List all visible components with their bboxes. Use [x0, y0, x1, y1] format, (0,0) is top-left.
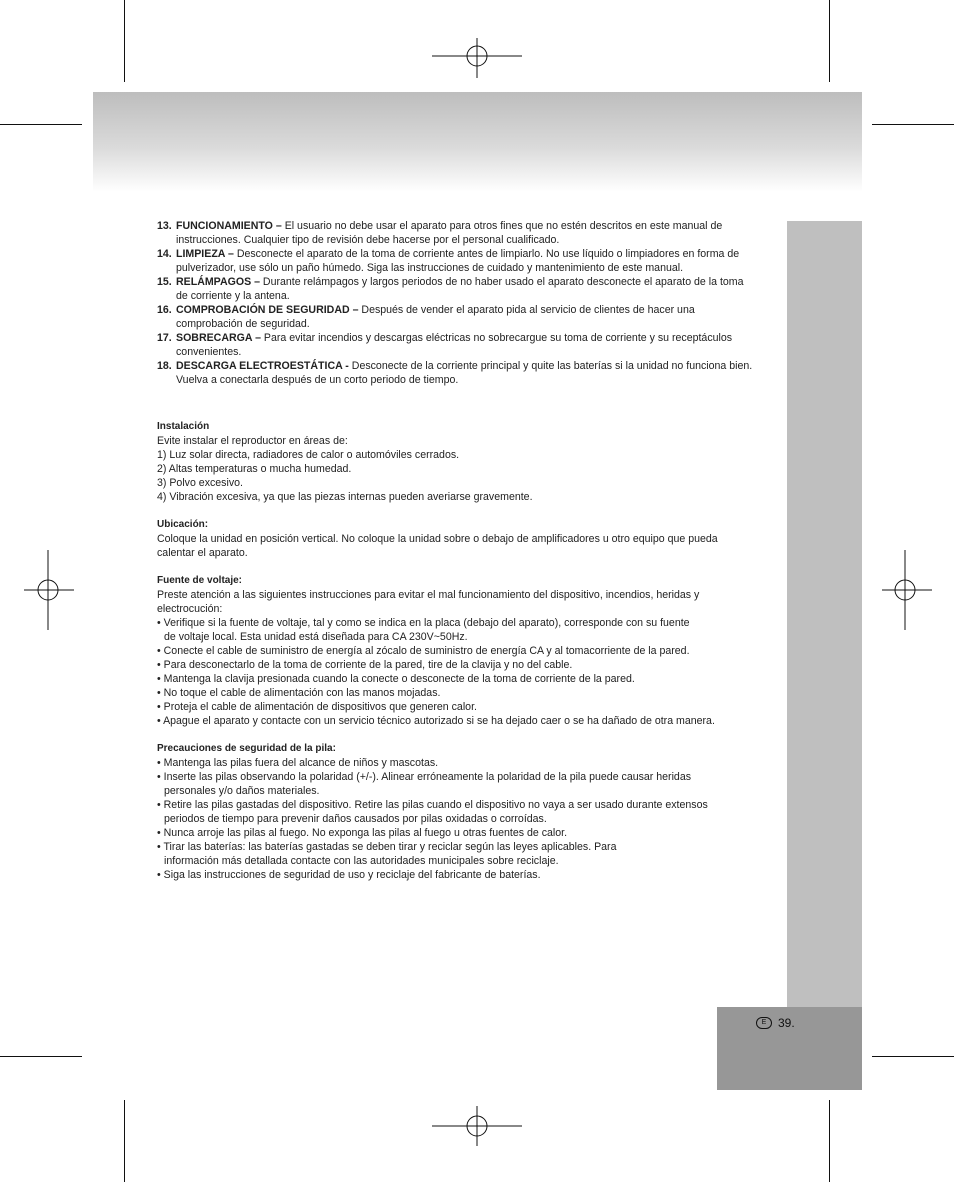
list-item: 17. SOBRECARGA – Para evitar incendios y descargas eléctricas no sobrecargue su toma de corriente y su receptáculos convenientes.: [157, 332, 733, 358]
crop-mark: [829, 0, 830, 82]
crop-mark: [0, 1056, 82, 1057]
section-heading: Ubicación:: [157, 519, 209, 530]
crop-mark: [872, 1056, 954, 1057]
list-item: • Para desconectarlo de la toma de corriente de la pared, tire de la clavija y no del cable.: [157, 659, 573, 671]
section-heading: Precauciones de seguridad de la pila:: [157, 743, 336, 754]
list-item: • Verifique si la fuente de voltaje, tal y como se indica en la placa (debajo del aparato), corresponde con su fuente de voltaje local. Esta unidad está diseñada para CA 230V~50Hz.: [157, 617, 690, 643]
list-item: • Siga las instrucciones de seguridad de uso y reciclaje del fabricante de baterías.: [157, 869, 541, 881]
list-item: 1) Luz solar directa, radiadores de calor o automóviles cerrados.: [157, 449, 460, 461]
paragraph: Coloque la unidad en posición vertical. No coloque la unidad sobre o debajo de amplificadores u otro equipo que pueda calentar el aparato.: [157, 533, 718, 559]
list-item: • Proteja el cable de alimentación de dispositivos que generen calor.: [157, 701, 477, 713]
list-item: • Nunca arroje las pilas al fuego. No exponga las pilas al fuego u otras fuentes de calor.: [157, 827, 568, 839]
list-item: • Mantenga la clavija presionada cuando la conecte o desconecte de la toma de corriente de la pared.: [157, 673, 635, 685]
page-number-text: 39.: [778, 1016, 795, 1030]
list-item: • Mantenga las pilas fuera del alcance de niños y mascotas.: [157, 757, 439, 769]
section-fuente-voltaje: [157, 574, 752, 728]
side-band: [787, 221, 862, 1007]
registration-mark-icon: [432, 1106, 522, 1146]
list-item: 3) Polvo excesivo.: [157, 477, 243, 489]
section-pilas: [157, 742, 717, 882]
section-heading: Fuente de voltaje:: [157, 575, 243, 586]
crop-mark: [124, 0, 125, 82]
registration-mark-icon: [24, 550, 74, 630]
section-ubicacion: [157, 518, 757, 560]
list-item: 2) Altas temperaturas o mucha humedad.: [157, 463, 352, 475]
header-band: [93, 92, 862, 192]
list-item: • Retire las pilas gastadas del dispositivo. Retire las pilas cuando el dispositivo no vaya a ser usado durante extensos periodos de tiempo para prevenir daños causados por pilas oxidadas o corroídas.: [157, 799, 708, 825]
list-item: 4) Vibración excesiva, ya que las piezas internas pueden averiarse gravemente.: [157, 491, 533, 503]
list-item: 14. LIMPIEZA – Desconecte el aparato de la toma de corriente antes de limpiarlo. No use líquido o limpiadores en forma de pulverizador, use sólo un paño húmedo. Siga las instrucciones de cuidado y mantenimiento de este manual.: [157, 248, 740, 274]
registration-mark-icon: [882, 550, 932, 630]
list-item: 18. DESCARGA ELECTROESTÁTICA - Desconecte de la corriente principal y quite las baterías si la unidad no funciona bien. Vuelva a conectarla después de un corto periodo de tiempo.: [157, 360, 753, 386]
crop-mark: [872, 124, 954, 125]
list-item: 16. COMPROBACIÓN DE SEGURIDAD – Después de vender el aparato pida al servicio de clientes de hacer una comprobación de seguridad.: [157, 304, 695, 330]
list-item: • Apague el aparato y contacte con un servicio técnico autorizado si se ha dejado caer o se ha dañado de otra manera.: [157, 715, 715, 727]
crop-mark: [0, 124, 82, 125]
crop-mark: [829, 1100, 830, 1182]
list-item: • Inserte las pilas observando la polaridad (+/-). Alinear erróneamente la polaridad de la pila puede causar heridas personales y/o daños materiales.: [157, 771, 692, 797]
list-item: • Conecte el cable de suministro de energía al zócalo de suministro de energía CA y al tomacorriente de la pared.: [157, 645, 690, 657]
main-content: [157, 219, 757, 882]
list-item: 15. RELÁMPAGOS – Durante relámpagos y largos periodos de no haber usado el aparato desconecte el aparato de la toma de corriente y la antena.: [157, 276, 744, 302]
registration-mark-icon: [432, 38, 522, 78]
list-item: • Tirar las baterías: las baterías gastadas se deben tirar y reciclar según las leyes aplicables. Para información más detallada contacte con las autoridades municipales sobre reciclaje.: [157, 841, 617, 867]
paragraph: Preste atención a las siguientes instrucciones para evitar el mal funcionamiento del dispositivo, incendios, heridas y electrocución:: [157, 589, 700, 615]
page-number: [756, 1016, 795, 1030]
section-instalacion: [157, 420, 757, 504]
section-heading: Instalación: [157, 421, 210, 432]
list-item: 13. FUNCIONAMIENTO – El usuario no debe usar el aparato para otros fines que no estén descritos en este manual de instrucciones. Cualquier tipo de revisión debe hacerse por el personal cualificado.: [157, 220, 723, 246]
paragraph: Evite instalar el reproductor en áreas de:: [157, 435, 348, 447]
crop-mark: [124, 1100, 125, 1182]
list-item: • No toque el cable de alimentación con las manos mojadas.: [157, 687, 441, 699]
language-badge: E: [756, 1017, 772, 1029]
